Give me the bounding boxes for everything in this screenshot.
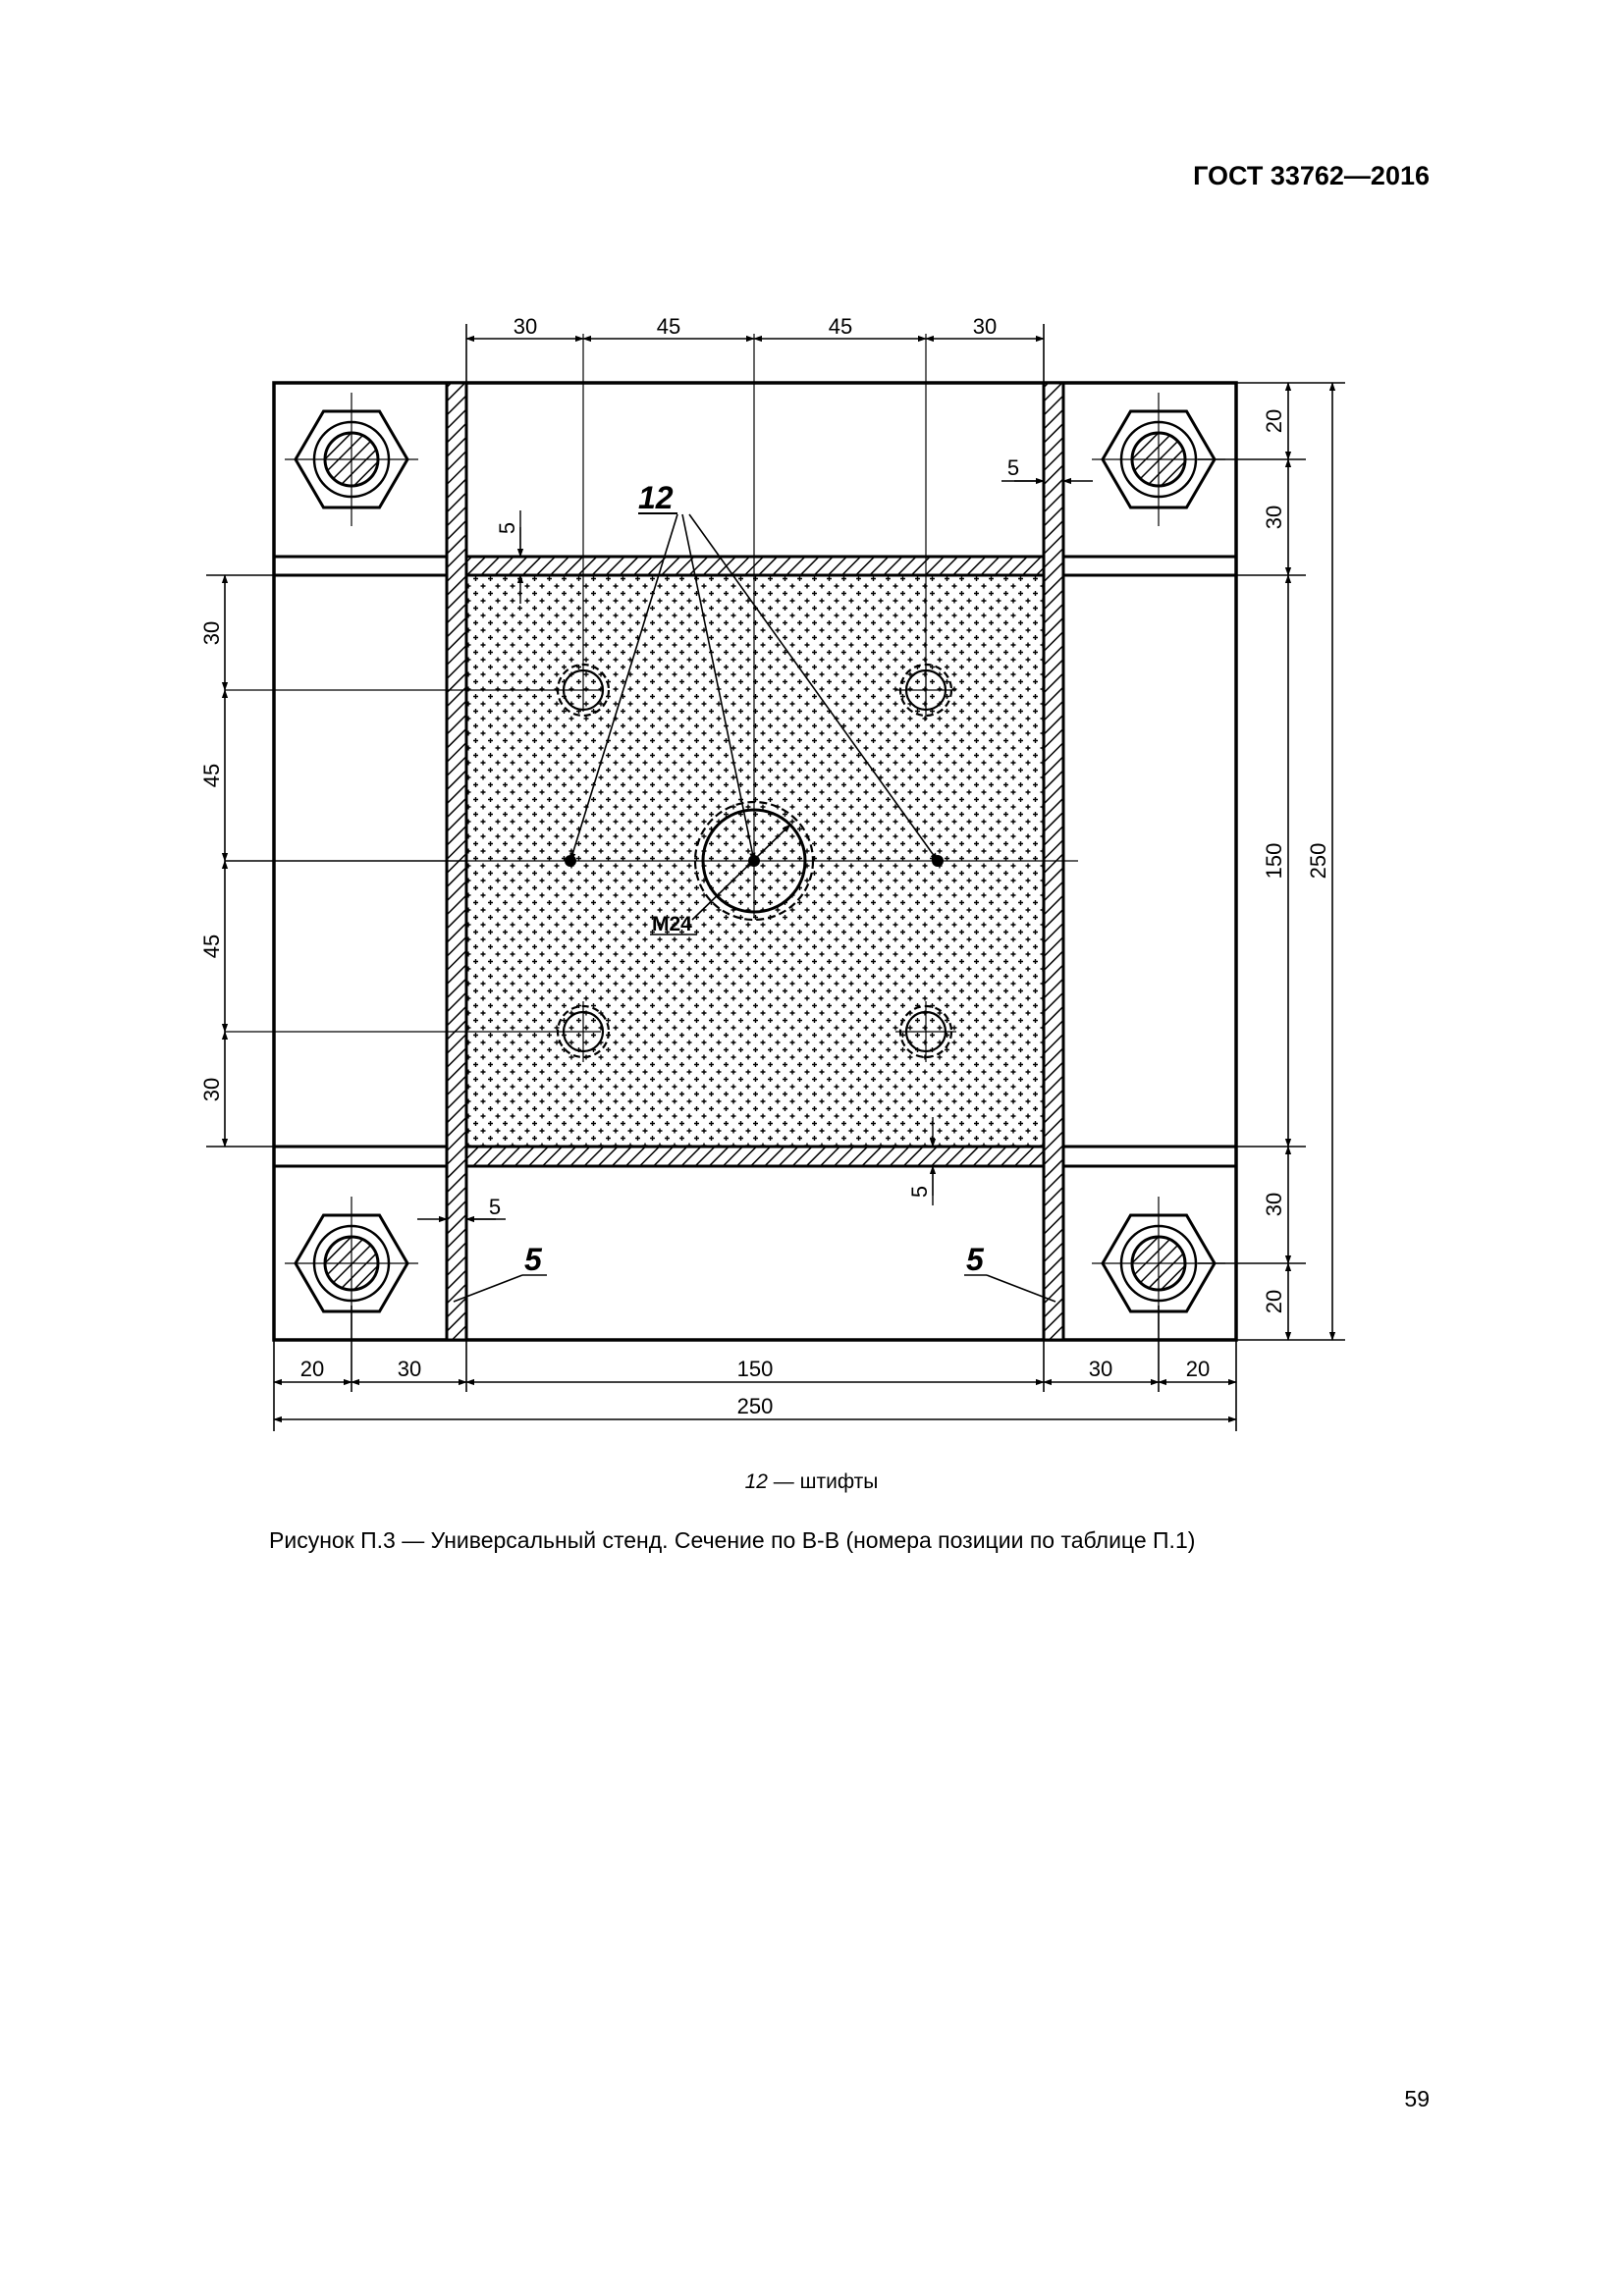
dim-right-4: 30 [1262,1192,1286,1217]
dim-wall-top-left: 5 [495,521,519,535]
page-number: 59 [1404,2086,1430,2111]
dim-top-2: 45 [656,314,681,339]
dim-left-2: 45 [199,763,224,788]
dim-wall-bottom: 5 [907,1185,932,1199]
dim-wall-top-right: 5 [1006,455,1020,480]
dim-right-5: 20 [1262,1289,1286,1314]
dim-right-2: 30 [1262,505,1286,530]
legend-text: — штифты [767,1470,879,1493]
dim-bottom-total: 250 [736,1394,774,1418]
dim-top-3: 45 [828,314,853,339]
dim-right-3: 150 [1262,842,1286,880]
dim-bottom-1: 20 [299,1357,325,1381]
dim-left-1: 30 [199,620,224,646]
wall-bottom [466,1147,1044,1166]
dim-bottom-3: 150 [736,1357,774,1381]
dim-top-4: 30 [972,314,998,339]
wall-top [466,557,1044,575]
dim-top-1: 30 [513,314,538,339]
callout-wall-label-right: 5 [966,1242,984,1277]
dim-wall-bottom-left: 5 [488,1195,502,1219]
legend-number: 12 [744,1470,768,1493]
dim-right-1: 20 [1262,408,1286,434]
callout-pins-label: 12 [638,480,674,515]
legend [0,1470,1623,1494]
dim-left-4: 30 [199,1077,224,1102]
figure-caption: Рисунок П.3 — Универсальный стенд. Сечение по В-В (номера позиции по таблице П.1) [269,1527,1196,1553]
dim-right-total: 250 [1306,842,1330,880]
dim-bottom-4: 30 [1088,1357,1113,1381]
thread-label: M24 [652,913,692,935]
document-code: ГОСТ 33762—2016 [1193,161,1430,190]
dim-bottom-5: 20 [1185,1357,1211,1381]
dim-bottom-2: 30 [397,1357,422,1381]
dim-left-3: 45 [199,934,224,959]
callout-wall-label-left: 5 [524,1242,542,1277]
